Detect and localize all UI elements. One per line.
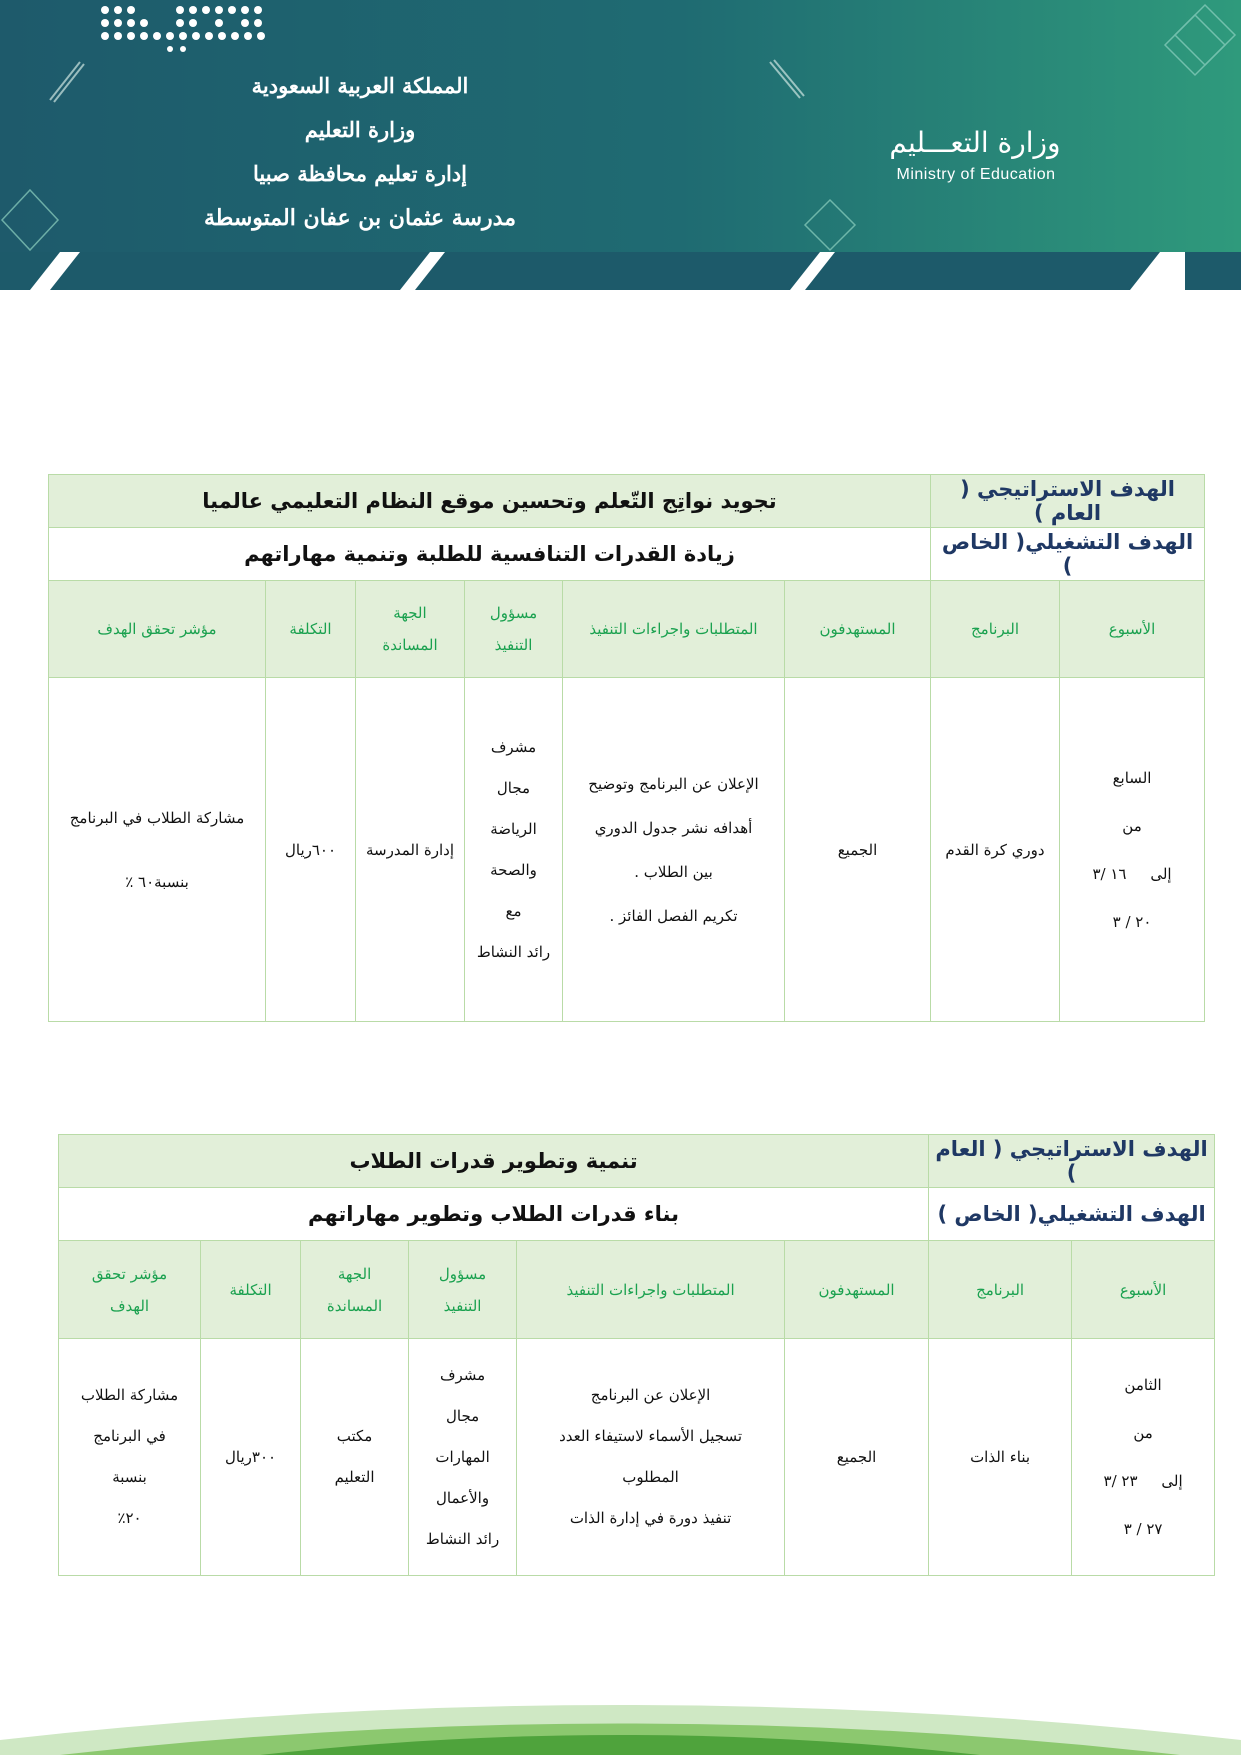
requirement-line: بين الطلاب . — [634, 862, 713, 881]
indicator-line: في البرنامج — [93, 1427, 166, 1445]
operational-goal-row — [59, 1188, 1215, 1241]
responsible-line: الرياضة — [490, 819, 537, 838]
col-cost-header: التكلفة — [266, 581, 356, 678]
header-line: المساندة — [326, 1296, 383, 1315]
strategic-goal-text: تنمية وتطوير قدرات الطلاب — [59, 1135, 929, 1188]
responsible-line: رائد النشاط — [425, 1529, 500, 1548]
col-support-header — [301, 1241, 409, 1339]
indicator-line: ٢٠٪ — [117, 1509, 142, 1527]
col-program-header: البرنامج — [929, 1241, 1072, 1339]
strategic-goal-label: الهدف الاستراتيجي ( العام ) — [929, 1135, 1215, 1188]
col-week-header: الأسبوع — [1072, 1241, 1215, 1339]
week-name: الثامن — [1124, 1376, 1162, 1394]
requirements-cell — [517, 1339, 785, 1576]
requirements-cell — [563, 678, 785, 1022]
target-cell: الجميع — [785, 678, 931, 1022]
week-name: السابع — [1112, 768, 1152, 787]
header-line: التنفيذ — [494, 636, 533, 654]
responsible-line: رائد النشاط — [476, 942, 551, 961]
strategic-goal-row — [49, 475, 1205, 528]
col-program-header: البرنامج — [931, 581, 1060, 678]
operational-goal-label: الهدف التشغيلي( الخاص ) — [929, 1188, 1215, 1241]
col-responsible-header — [465, 581, 563, 678]
week-start-range — [1064, 850, 1200, 898]
strategic-goal-row — [59, 1135, 1215, 1188]
responsible-line: والأعمال — [436, 1488, 490, 1507]
responsible-line: المهارات — [435, 1447, 490, 1466]
indicator-line: مشاركة الطلاب — [80, 1386, 179, 1404]
strategic-goal-text: تجويد نواتِج التّعلم وتحسين موقع النظام التعليمي عالميا — [49, 475, 931, 528]
week-start-range — [1076, 1457, 1210, 1505]
requirement-line: تكريم الفصل الفائز . — [609, 906, 738, 925]
col-responsible-header — [409, 1241, 517, 1339]
week-start-date: ١٦ /٣ — [1092, 864, 1127, 883]
week-cell — [1060, 678, 1205, 1022]
ministry-name-english: Ministry of Education — [896, 166, 1056, 183]
responsible-cell — [409, 1339, 517, 1576]
requirement-line: المطلوب — [622, 1468, 679, 1486]
program-cell: دوري كرة القدم — [931, 678, 1060, 1022]
responsible-line: مع — [505, 901, 522, 920]
program-cell: بناء الذات — [929, 1339, 1072, 1576]
operational-goal-text: زيادة القدرات التنافسية للطلبة وتنمية مهاراتهم — [49, 528, 931, 581]
week-to: إلى — [1161, 1472, 1183, 1490]
header-line: الهدف — [109, 1296, 150, 1315]
responsible-line: والصحة — [490, 860, 537, 879]
requirement-line: الإعلان عن البرنامج وتوضيح — [588, 774, 759, 793]
plan-table-1 — [48, 474, 1205, 1022]
support-line: مكتب — [336, 1427, 373, 1445]
requirement-line: أهدافه نشر جدول الدوري — [594, 818, 753, 837]
indicator-line: بنسبة٦٠ ٪ — [125, 872, 189, 891]
cost-cell: ٣٠٠ريال — [201, 1339, 301, 1576]
header-line: مسؤول — [438, 1264, 487, 1283]
directorate-line: إدارة تعليم محافظة صبيا — [253, 161, 467, 186]
responsible-line: مشرف — [490, 737, 537, 756]
indicator-line: مشاركة الطلاب في البرنامج — [69, 808, 245, 827]
column-header-row — [59, 1241, 1215, 1339]
support-cell: إدارة المدرسة — [356, 678, 465, 1022]
indicator-cell — [49, 678, 266, 1022]
header-line: مسؤول — [489, 604, 538, 622]
responsible-cell — [465, 678, 563, 1022]
requirement-line: الإعلان عن البرنامج — [590, 1386, 711, 1404]
week-from: من — [1122, 816, 1142, 835]
week-end-date: ٢٧ / ٣ — [1123, 1520, 1163, 1538]
requirement-line: تنفيذ دورة في إدارة الذات — [569, 1509, 732, 1527]
table-row — [59, 1339, 1215, 1576]
indicator-line: بنسبة — [112, 1468, 147, 1486]
header-line: مؤشر تحقق — [91, 1264, 168, 1283]
responsible-line: مجال — [445, 1406, 480, 1425]
strategic-goal-label: الهدف الاستراتيجي ( العام ) — [931, 475, 1205, 528]
col-target-header: المستهدفون — [785, 581, 931, 678]
requirement-line: تسجيل الأسماء لاستيفاء العدد — [559, 1427, 743, 1445]
col-support-header — [356, 581, 465, 678]
header-line: الجهة — [393, 604, 427, 622]
kingdom-line: المملكة العربية السعودية — [251, 73, 469, 98]
week-from: من — [1133, 1424, 1153, 1442]
week-start-date: ٢٣ /٣ — [1103, 1472, 1138, 1490]
col-indicator-header — [59, 1241, 201, 1339]
support-line: التعليم — [334, 1468, 375, 1486]
header-banner — [0, 0, 1241, 290]
col-indicator-header: مؤشر تحقق الهدف — [49, 581, 266, 678]
col-requirements-header: المتطلبات واجراءات التنفيذ — [563, 581, 785, 678]
cost-cell: ٦٠٠ريال — [266, 678, 356, 1022]
col-requirements-header: المتطلبات واجراءات التنفيذ — [517, 1241, 785, 1339]
header-line: المساندة — [382, 636, 438, 654]
ministry-name-arabic: وزارة التعـــليم — [889, 126, 1061, 159]
indicator-cell — [59, 1339, 201, 1576]
operational-goal-text: بناء قدرات الطلاب وتطوير مهاراتهم — [59, 1188, 929, 1241]
week-to: إلى — [1150, 864, 1172, 883]
footer-wave-decoration — [0, 1680, 1241, 1755]
ministry-logo-dots-icon — [0, 0, 320, 140]
header-line: الجهة — [337, 1264, 372, 1283]
week-end-date: ٢٠ / ٣ — [1112, 912, 1152, 931]
responsible-line: مجال — [496, 778, 531, 797]
header-line: التنفيذ — [443, 1296, 482, 1315]
col-target-header: المستهدفون — [785, 1241, 929, 1339]
responsible-line: مشرف — [439, 1365, 486, 1384]
column-header-row — [49, 581, 1205, 678]
col-week-header: الأسبوع — [1060, 581, 1205, 678]
plan-table-2 — [58, 1134, 1215, 1576]
school-name-line: مدرسة عثمان بن عفان المتوسطة — [204, 205, 516, 231]
table-row — [49, 678, 1205, 1022]
support-cell — [301, 1339, 409, 1576]
target-cell: الجميع — [785, 1339, 929, 1576]
ministry-line: وزارة التعليم — [304, 117, 416, 142]
col-cost-header: التكلفة — [201, 1241, 301, 1339]
operational-goal-label: الهدف التشغيلي( الخاص ) — [931, 528, 1205, 581]
week-cell — [1072, 1339, 1215, 1576]
operational-goal-row — [49, 528, 1205, 581]
